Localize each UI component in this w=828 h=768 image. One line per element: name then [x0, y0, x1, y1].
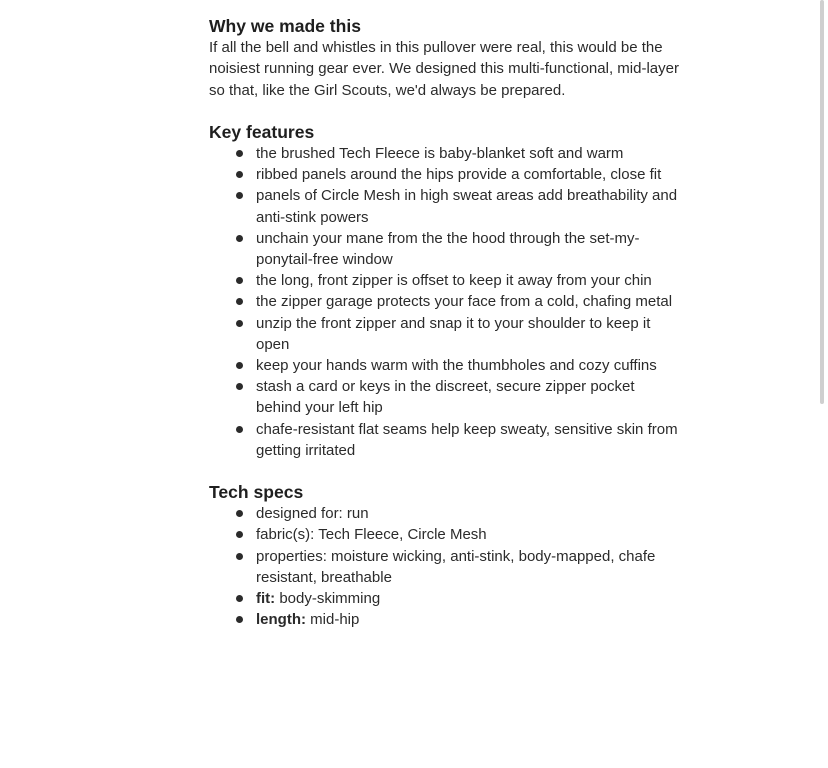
bullet-icon	[236, 298, 243, 305]
specs-heading: Tech specs	[209, 482, 304, 503]
scrollbar[interactable]	[820, 0, 824, 404]
why-body: If all the bell and whistles in this pullover were real, this would be the noisiest running gear ever. We designed this multi-functional, mid-layer so that, like the Girl Scouts, we'd always be prepared.	[209, 39, 679, 99]
bullet-icon	[236, 192, 243, 199]
features-list	[209, 143, 679, 461]
list-item: ribbed panels around the hips provide a comfortable, close fit	[256, 164, 679, 185]
bullet-icon	[236, 320, 243, 327]
bullet-icon	[236, 235, 243, 242]
bullet-icon	[236, 277, 243, 284]
specs-list	[209, 503, 679, 630]
list-item: chafe-resistant flat seams help keep sweaty, sensitive skin from getting irritated	[256, 419, 679, 461]
bullet-icon	[236, 362, 243, 369]
bullet-icon	[236, 171, 243, 178]
bullet-icon	[236, 553, 243, 560]
bullet-icon	[236, 510, 243, 517]
spec-item: length: mid-hip	[256, 609, 679, 630]
product-description	[209, 16, 679, 630]
bullet-icon	[236, 150, 243, 157]
list-item: panels of Circle Mesh in high sweat areas add breathability and anti-stink powers	[256, 185, 679, 227]
spec-item: fit: body-skimming	[256, 588, 679, 609]
spec-item: fabric(s): Tech Fleece, Circle Mesh	[256, 524, 679, 545]
bullet-icon	[236, 595, 243, 602]
why-heading: Why we made this	[209, 16, 361, 36]
bullet-icon	[236, 616, 243, 623]
bullet-icon	[236, 426, 243, 433]
list-item: stash a card or keys in the discreet, secure zipper pocket behind your left hip	[256, 376, 679, 418]
list-item: keep your hands warm with the thumbholes and cozy cuffins	[256, 355, 679, 376]
list-item: unchain your mane from the the hood through the set-my-ponytail-free window	[256, 228, 679, 270]
bullet-icon	[236, 531, 243, 538]
spec-item: properties: moisture wicking, anti-stink, body-mapped, chafe resistant, breathable	[256, 546, 679, 588]
list-item: the long, front zipper is offset to keep it away from your chin	[256, 270, 679, 291]
bullet-icon	[236, 383, 243, 390]
list-item: the brushed Tech Fleece is baby-blanket soft and warm	[256, 143, 679, 164]
features-heading: Key features	[209, 121, 315, 142]
list-item: unzip the front zipper and snap it to your shoulder to keep it open	[256, 313, 679, 355]
list-item: the zipper garage protects your face from a cold, chafing metal	[256, 291, 679, 312]
spec-item: designed for: run	[256, 503, 679, 524]
